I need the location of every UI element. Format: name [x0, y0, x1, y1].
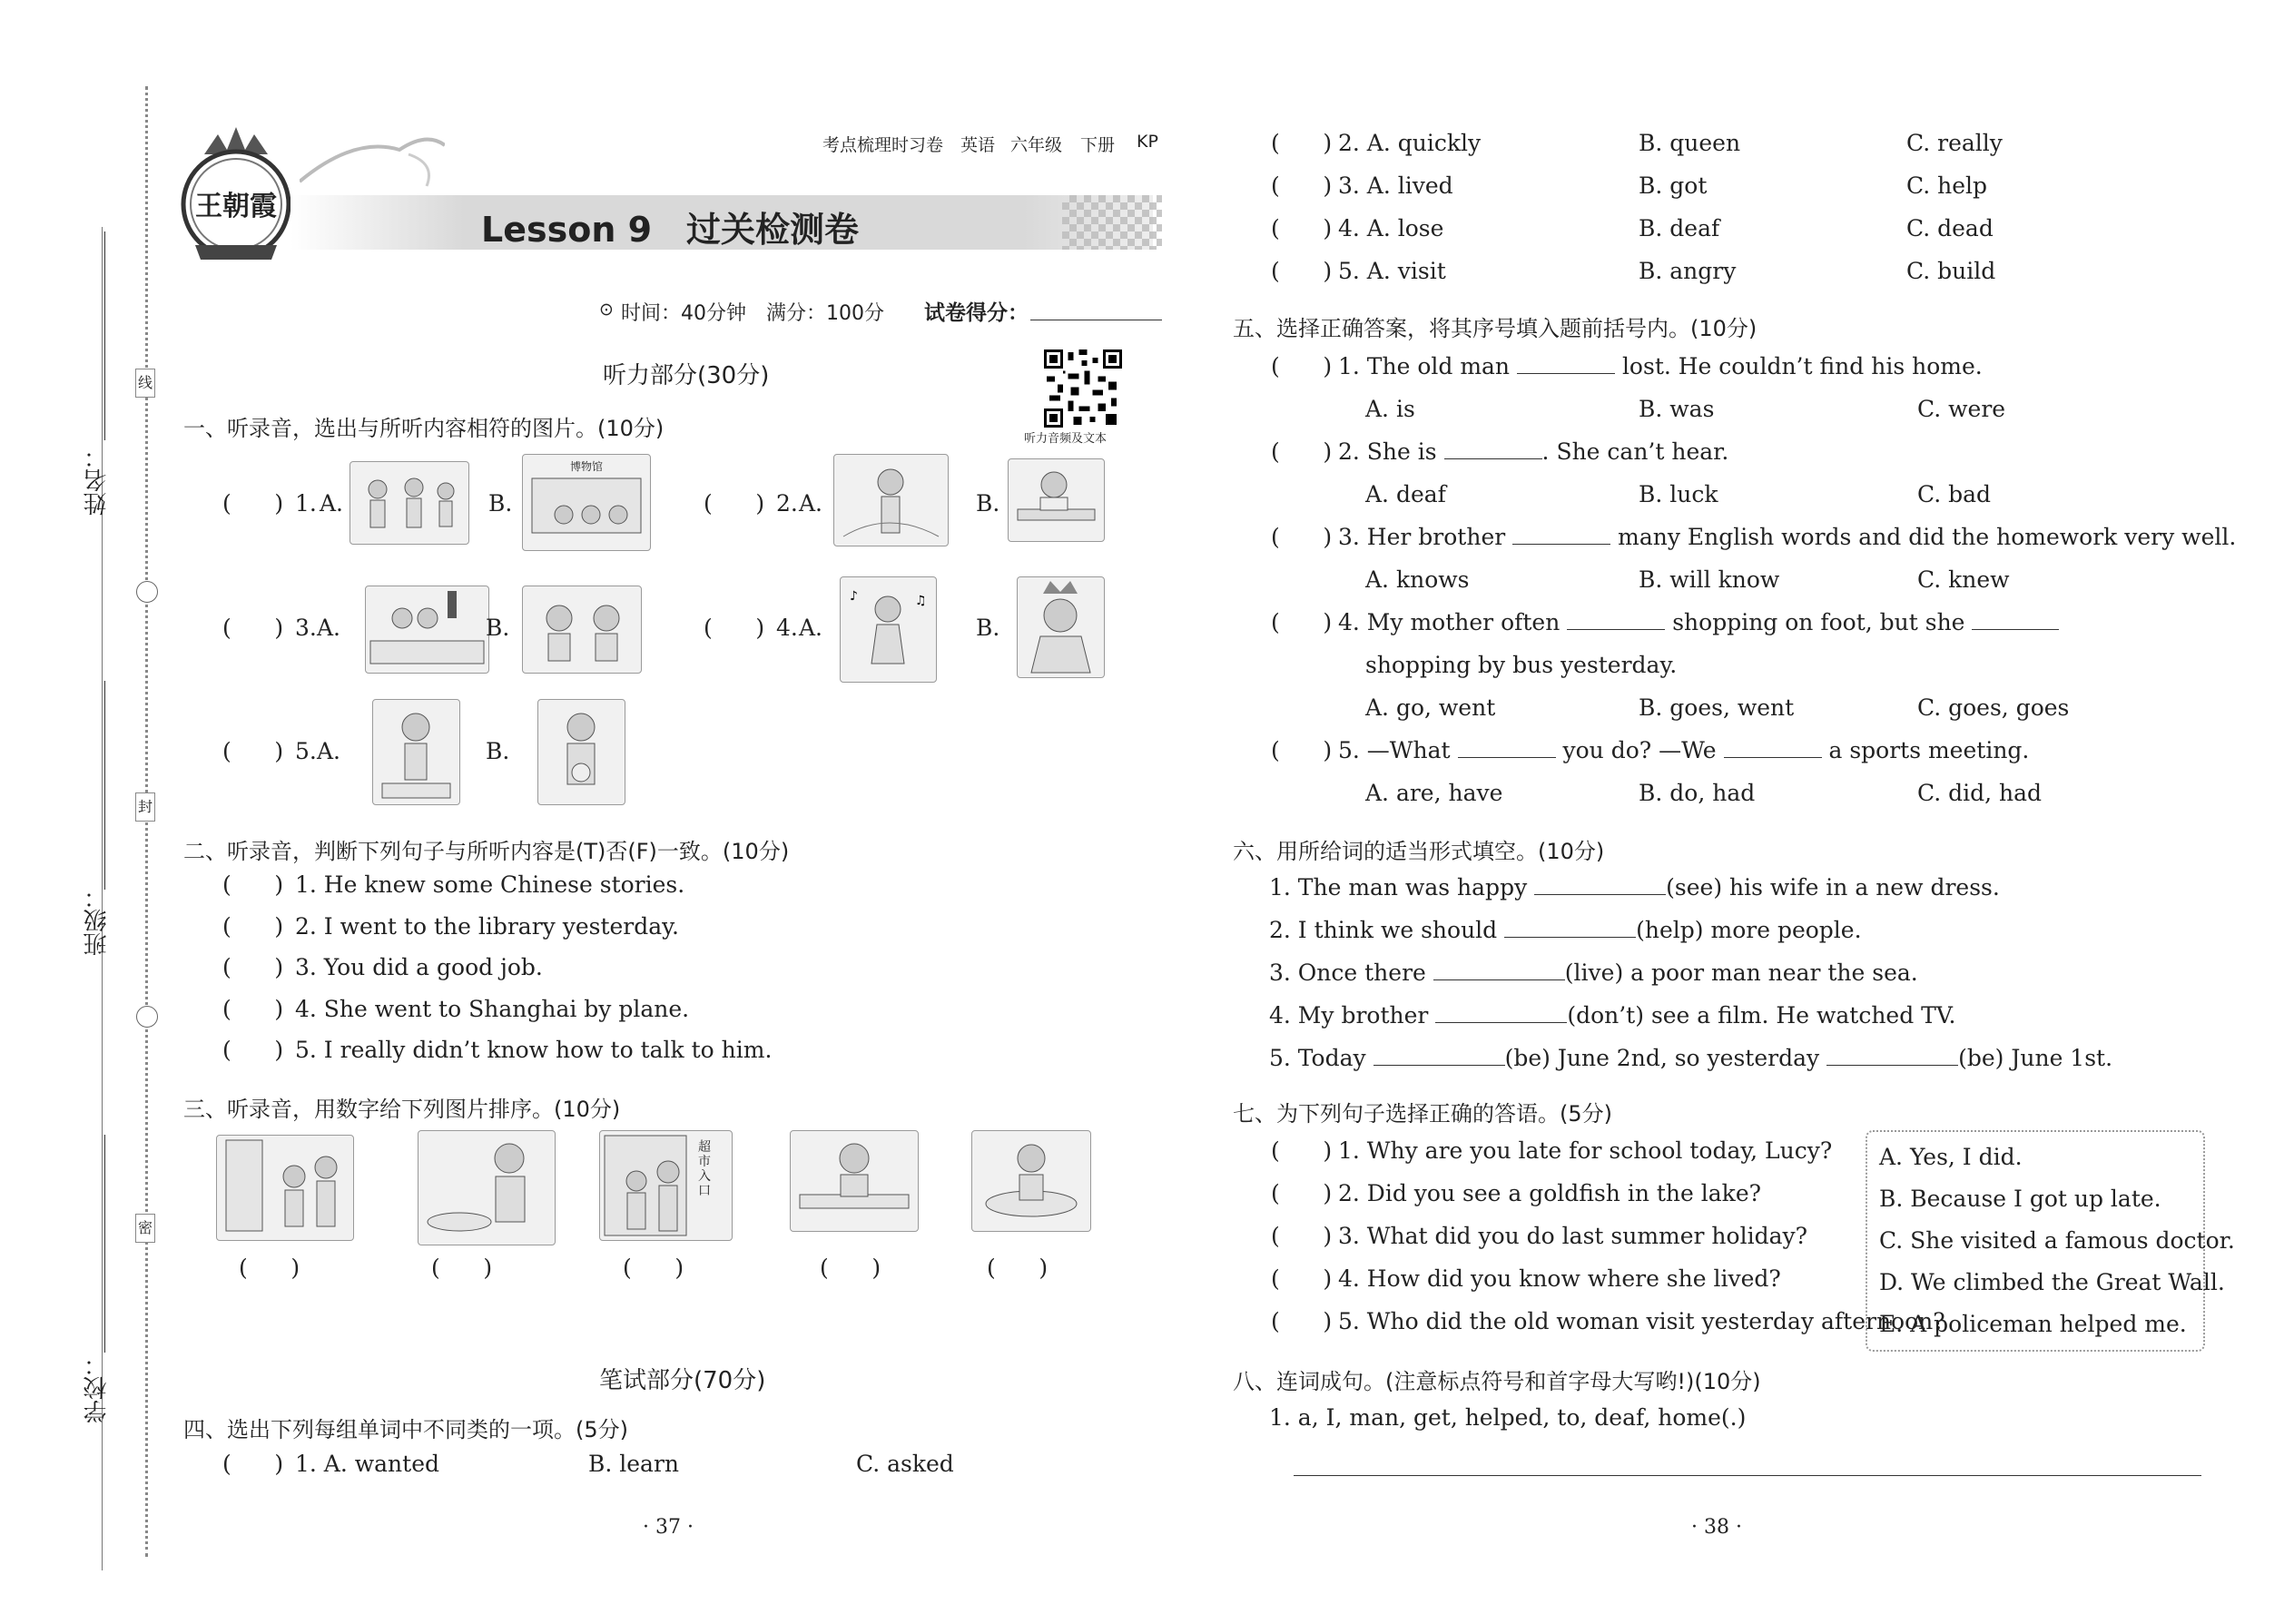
binding-ornament-2: [136, 1006, 158, 1028]
s5-q4-option-c: C. goes, goes: [1917, 694, 2070, 721]
fill-blank[interactable]: [1826, 1047, 1958, 1066]
s5-q4-text: [1338, 609, 2059, 635]
header-series: 考点梳理时习卷: [822, 135, 944, 155]
s4-option-b: B. got: [1639, 172, 1708, 199]
s1-q1-picture-a[interactable]: [350, 461, 469, 545]
s4-option-b: B. learn: [588, 1451, 680, 1477]
s1-option-a: A.: [320, 490, 344, 517]
s6-line-1: [1269, 874, 2000, 901]
answer-paren[interactable]: ( ): [623, 1255, 684, 1281]
listening-heading: 听力部分(30分): [603, 362, 770, 389]
s1-item-number: 1.: [295, 490, 317, 517]
s7-answer: A. Yes, I did.: [1879, 1144, 2023, 1170]
s5-q4-option-a: A. go, went: [1365, 694, 1496, 721]
s5-q4-part2: shopping on foot, but she: [1672, 609, 1965, 635]
section5-title: 五、选择正确答案，将其序号填入题前括号内。(10分): [1233, 316, 1757, 341]
s6-l5-word2: (be): [1958, 1045, 2004, 1071]
s6-l3-word: (live): [1564, 960, 1624, 986]
s7-question: 2. Did you see a goldfish in the lake?: [1338, 1180, 1762, 1206]
s4-option-a: 2. A. quickly: [1338, 130, 1482, 156]
s1-q2-picture-a[interactable]: [833, 454, 949, 546]
s4-option-a: 4. A. lose: [1338, 215, 1444, 241]
fill-blank[interactable]: [1373, 1047, 1505, 1066]
s6-line-3: [1269, 960, 1918, 986]
s1-option-b: B.: [976, 615, 1000, 641]
s1-option-b: B.: [488, 490, 513, 517]
s7-question: 5. Who did the old woman visit yesterday afternoon?: [1338, 1308, 1945, 1334]
s1-q5-picture-a[interactable]: [372, 699, 460, 805]
cut-line-label-3: 密: [135, 1214, 155, 1243]
answer-paren[interactable]: ( ): [1271, 1223, 1333, 1249]
name-blank-line: [104, 231, 106, 440]
answer-paren[interactable]: ( ): [239, 1255, 300, 1281]
s6-l3-part1: 3. Once there: [1269, 960, 1426, 986]
ribbon-decoration: [300, 127, 445, 191]
s5-q1-option-c: C. were: [1917, 396, 2006, 422]
s1-q2-picture-b[interactable]: [1008, 458, 1105, 542]
s5-q3-option-a: A. knows: [1365, 566, 1470, 593]
s7-question: 1. Why are you late for school today, Lucy?: [1338, 1137, 1833, 1164]
cut-line-label-2: 封: [135, 792, 155, 822]
cut-line-label-1: 线: [135, 369, 155, 398]
s1-q3-picture-a[interactable]: [365, 586, 489, 674]
fill-blank[interactable]: [1534, 876, 1666, 895]
fill-blank[interactable]: [1433, 961, 1565, 980]
header-subject: 英语: [960, 135, 996, 155]
fill-blank[interactable]: [1724, 739, 1822, 758]
s1-q3-picture-b[interactable]: [522, 586, 642, 674]
s5-q4-option-b: B. goes, went: [1639, 694, 1795, 721]
s4-option-c: C. dead: [1906, 215, 1994, 241]
time-info: 时间：40分钟 满分：100分: [621, 302, 884, 325]
s1-q5-picture-b[interactable]: [537, 699, 625, 805]
section6-title: 六、用所给词的适当形式填空。(10分): [1233, 839, 1605, 864]
s4-option-a: 5. A. visit: [1338, 258, 1446, 284]
answer-paren[interactable]: ( ): [1271, 1180, 1333, 1206]
s1-option-a: A.: [799, 615, 823, 641]
s1-option-a: A.: [799, 490, 823, 517]
s6-l2-word: (help): [1636, 917, 1704, 943]
school-blank-line: [104, 1135, 106, 1353]
s2-statement: 4. She went to Shanghai by plane.: [295, 996, 690, 1022]
answer-paren[interactable]: ( ): [222, 490, 284, 517]
qr-caption: 听力音频及文本: [1024, 432, 1108, 446]
s6-l1-part1: 1. The man was happy: [1269, 874, 1528, 901]
s4-option-a: 3. A. lived: [1338, 172, 1453, 199]
fill-blank[interactable]: [1458, 739, 1556, 758]
fill-blank[interactable]: [1444, 440, 1542, 459]
s4-option-a: 1. A. wanted: [295, 1451, 439, 1477]
answer-paren[interactable]: ( ): [1271, 353, 1333, 379]
answer-paren[interactable]: ( ): [222, 615, 284, 641]
s5-q1-part1: 1. The old man: [1338, 353, 1511, 379]
fill-blank[interactable]: [1517, 355, 1615, 374]
answer-paren[interactable]: ( ): [1271, 524, 1333, 550]
s4-option-c: C. really: [1906, 130, 2003, 156]
class-blank-line: [104, 681, 106, 890]
supermarket-sign: 超市入口: [698, 1140, 711, 1198]
s2-statement: 5. I really didn’t know how to talk to him.: [295, 1037, 773, 1063]
school-label: 学校：: [84, 1353, 111, 1423]
s5-q4-part3: shopping by bus yesterday.: [1365, 652, 1678, 678]
s6-l4-part2: see a film. He watched TV.: [1650, 1002, 1956, 1029]
s5-q4-part1: 4. My mother often: [1338, 609, 1561, 635]
s6-l5-part2: June 2nd, so yesterday: [1557, 1045, 1820, 1071]
s3-picture-1[interactable]: [216, 1135, 354, 1241]
answer-paren[interactable]: ( ): [222, 1451, 284, 1477]
answer-paren[interactable]: ( ): [820, 1255, 881, 1281]
s1-q4-picture-a[interactable]: [840, 576, 937, 683]
s5-q5-option-b: B. do, had: [1639, 780, 1756, 806]
svg-text:♪: ♪: [850, 589, 858, 604]
s5-q1-option-b: B. was: [1639, 396, 1715, 422]
s2-statement: 1. He knew some Chinese stories.: [295, 871, 685, 898]
s6-l4-part1: 4. My brother: [1269, 1002, 1429, 1029]
s4-option-b: B. deaf: [1639, 215, 1720, 241]
binding-dotted-line: [145, 86, 148, 1557]
answer-paren[interactable]: ( ): [222, 738, 284, 764]
header-volume: 下册: [1080, 135, 1116, 155]
answer-paren[interactable]: ( ): [704, 490, 765, 517]
s6-l4-word: (don’t): [1567, 1002, 1644, 1029]
s6-l3-part2: a poor man near the sea.: [1630, 960, 1918, 986]
name-label: 姓名：: [84, 445, 111, 516]
s1-option-a: A.: [317, 615, 341, 641]
s5-q2-part1: 2. She is: [1338, 438, 1437, 465]
brand-logo: [177, 127, 295, 263]
qr-code[interactable]: [1044, 349, 1122, 428]
s4-option-c: C. asked: [856, 1451, 954, 1477]
s5-q1-part2: lost. He couldn’t find his home.: [1621, 353, 1983, 379]
s1-option-b: B.: [976, 490, 1000, 517]
fill-blank[interactable]: [1567, 611, 1665, 630]
s2-statement: 2. I went to the library yesterday.: [295, 913, 679, 940]
answer-paren[interactable]: ( ): [1271, 172, 1333, 199]
s5-q1-option-a: A. is: [1365, 396, 1415, 422]
s6-l5-word1: (be): [1504, 1045, 1551, 1071]
answer-paren[interactable]: ( ): [222, 871, 284, 898]
s5-q2-option-b: B. luck: [1639, 481, 1718, 507]
s1-item-number: 4.: [776, 615, 798, 641]
s1-item-number: 5.: [295, 738, 317, 764]
s5-q2-option-a: A. deaf: [1365, 481, 1446, 507]
s1-option-b: B.: [486, 738, 510, 764]
s8-q1: 1. a, I, man, get, helped, to, deaf, home(.): [1269, 1404, 1747, 1431]
s6-line-4: [1269, 1002, 1955, 1029]
header-grade: 六年级: [1010, 135, 1063, 155]
s5-q5-option-c: C. did, had: [1917, 780, 2043, 806]
answer-paren[interactable]: ( ): [222, 1037, 284, 1063]
s5-q5-part1: 5. —What: [1338, 737, 1451, 763]
s5-q5-option-a: A. are, have: [1365, 780, 1503, 806]
answer-paren[interactable]: ( ): [1271, 609, 1333, 635]
page-number-right: · 38 ·: [1691, 1516, 1742, 1539]
s4-option-c: C. build: [1906, 258, 1996, 284]
s6-l2-part2: more people.: [1710, 917, 1862, 943]
s4-option-b: B. queen: [1639, 130, 1741, 156]
answer-paren[interactable]: ( ): [222, 996, 284, 1022]
section1-title: 一、听录音，选出与所听内容相符的图片。(10分): [183, 416, 665, 441]
answer-paren[interactable]: ( ): [1271, 1308, 1333, 1334]
brand-name: 王朝霞: [195, 191, 277, 222]
class-label: 班级：: [84, 885, 111, 956]
answer-paren[interactable]: ( ): [1271, 130, 1333, 156]
s7-answer: D. We climbed the Great Wall.: [1879, 1269, 2225, 1295]
s6-l5-part3: June 1st.: [2011, 1045, 2113, 1071]
answer-paren[interactable]: ( ): [987, 1255, 1049, 1281]
s3-picture-5[interactable]: [971, 1130, 1091, 1232]
binding-ornament-1: [136, 581, 158, 603]
answer-paren[interactable]: ( ): [1271, 215, 1333, 241]
fill-blank[interactable]: [1512, 526, 1610, 545]
s5-q2-text: [1338, 438, 1728, 465]
s6-line-5: [1269, 1045, 2112, 1071]
answer-paren[interactable]: ( ): [1271, 258, 1333, 284]
written-heading: 笔试部分(70分): [599, 1367, 766, 1394]
s5-q5-part2: you do? —We: [1562, 737, 1717, 763]
s5-q3-option-b: B. will know: [1639, 566, 1780, 593]
s8-answer-line[interactable]: [1294, 1475, 2201, 1476]
s5-q3-part2: many English words and did the homework very well.: [1618, 524, 2237, 550]
section8-title: 八、连词成句。(注意标点符号和首字母大写哟!)(10分): [1233, 1369, 1761, 1394]
s6-line-2: [1269, 917, 1862, 943]
s5-q3-text: [1338, 524, 2236, 550]
s7-question: 3. What did you do last summer holiday?: [1338, 1223, 1808, 1249]
answer-paren[interactable]: ( ): [431, 1255, 493, 1281]
s4-option-b: B. angry: [1639, 258, 1737, 284]
score-label: 试卷得分：: [924, 301, 1029, 325]
s1-q1-picture-b[interactable]: [522, 454, 651, 551]
s7-answer: C. She visited a famous doctor.: [1879, 1227, 2235, 1254]
answer-paren[interactable]: ( ): [1271, 1265, 1333, 1292]
s1-q4-picture-b[interactable]: [1017, 576, 1105, 678]
s5-q2-option-c: C. bad: [1917, 481, 1992, 507]
answer-paren[interactable]: ( ): [704, 615, 765, 641]
s7-answer: B. Because I got up late.: [1879, 1186, 2161, 1212]
answer-paren[interactable]: ( ): [1271, 438, 1333, 465]
svg-text:♫: ♫: [915, 594, 927, 608]
answer-paren[interactable]: ( ): [1271, 1137, 1333, 1164]
s3-picture-2[interactable]: [418, 1130, 556, 1245]
s7-question: 4. How did you know where she lived?: [1338, 1265, 1781, 1292]
fill-blank[interactable]: [1504, 919, 1636, 938]
s6-l1-word: (see): [1666, 874, 1723, 901]
section7-title: 七、为下列句子选择正确的答语。(5分): [1233, 1101, 1612, 1127]
s7-answer: E. A policeman helped me.: [1879, 1311, 2187, 1337]
s5-q3-part1: 3. Her brother: [1338, 524, 1506, 550]
s4-option-c: C. help: [1906, 172, 1988, 199]
s3-picture-3[interactable]: [599, 1130, 733, 1241]
section4-title: 四、选出下列每组单词中不同类的一项。(5分): [183, 1417, 628, 1442]
s2-statement: 3. You did a good job.: [295, 954, 543, 980]
qr-code-icon: [1044, 349, 1122, 428]
s3-picture-4[interactable]: [790, 1130, 919, 1232]
s5-q1-text: [1338, 353, 1983, 379]
page-title: Lesson 9 过关检测卷: [481, 210, 860, 250]
s1-item-number: 2.: [776, 490, 798, 517]
section3-title: 三、听录音，用数字给下列图片排序。(10分): [183, 1097, 621, 1122]
s5-q3-option-c: C. knew: [1917, 566, 2010, 593]
s1-option-a: A.: [317, 738, 341, 764]
museum-sign: 博物馆: [569, 460, 603, 473]
fill-blank[interactable]: [1972, 611, 2059, 630]
s1-option-b: B.: [486, 615, 510, 641]
answer-paren[interactable]: ( ): [222, 913, 284, 940]
fill-blank[interactable]: [1435, 1004, 1567, 1023]
page-number-left: · 37 ·: [643, 1516, 694, 1539]
s6-l1-part2: his wife in a new dress.: [1729, 874, 2000, 901]
s5-q5-text: [1338, 737, 2029, 763]
clock-icon: ⊙: [599, 300, 614, 320]
header-edition: KP: [1137, 132, 1158, 152]
s5-q5-part3: a sports meeting.: [1828, 737, 2030, 763]
s1-item-number: 3.: [295, 615, 317, 641]
s5-q2-part2: . She can’t hear.: [1541, 438, 1729, 465]
s6-l5-part1: 5. Today: [1269, 1045, 1366, 1071]
s6-l2-part1: 2. I think we should: [1269, 917, 1498, 943]
section2-title: 二、听录音，判断下列句子与所听内容是(T)否(F)一致。(10分): [183, 839, 790, 864]
answer-paren[interactable]: ( ): [1271, 737, 1333, 763]
title-checker-pattern: [1062, 195, 1162, 250]
answer-paren[interactable]: ( ): [222, 954, 284, 980]
